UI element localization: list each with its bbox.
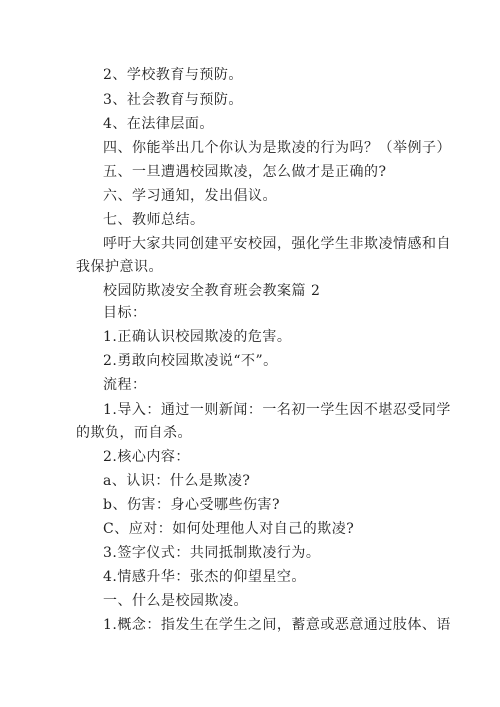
text-line: C、应对：如何处理他人对自己的欺凌?	[103, 521, 355, 537]
text-line: 四、你能举出几个你认为是欺凌的行为吗？（举例子）	[103, 140, 451, 156]
text-line: b、伤害：身心受哪些伤害?	[103, 497, 280, 513]
section-heading: 校园防欺凌安全教育班会教案篇 2	[103, 283, 321, 299]
text-line: a、认识：什么是欺凌?	[103, 473, 251, 489]
text-line: 1.正确认识校园欺凌的危害。	[103, 329, 292, 345]
text-line: 的欺负，而自杀。	[76, 425, 192, 441]
text-line: 2、学校教育与预防。	[103, 67, 243, 83]
text-line: 1.概念：指发生在学生之间，蓄意或恶意通过肢体、语	[103, 617, 451, 633]
text-line: 3.签字仪式：共同抵制欺凌行为。	[103, 545, 321, 561]
text-line: 2.勇敢向校园欺凌说“不”。	[103, 353, 278, 369]
text-line: 4.情感升华：张杰的仰望星空。	[103, 569, 306, 585]
text-line: 流程：	[103, 377, 147, 393]
text-line: 一、什么是校园欺凌。	[103, 593, 248, 609]
text-line: 3、社会教育与预防。	[103, 92, 243, 108]
text-line: 七、教师总结。	[103, 212, 205, 228]
text-line: 我保护意识。	[76, 259, 163, 275]
text-line: 五、一旦遭遇校园欺凌，怎么做才是正确的?	[103, 164, 387, 180]
text-line: 1.导入：通过一则新闻：一名初一学生因不堪忍受同学	[103, 402, 451, 418]
text-line: 目标：	[103, 305, 147, 321]
text-line: 2.核心内容：	[103, 449, 190, 465]
text-line: 呼吁大家共同创建平安校园，强化学生非欺凌情感和自	[103, 236, 451, 252]
text-line: 4、在法律层面。	[103, 116, 214, 132]
text-line: 六、学习通知，发出倡议。	[103, 188, 277, 204]
